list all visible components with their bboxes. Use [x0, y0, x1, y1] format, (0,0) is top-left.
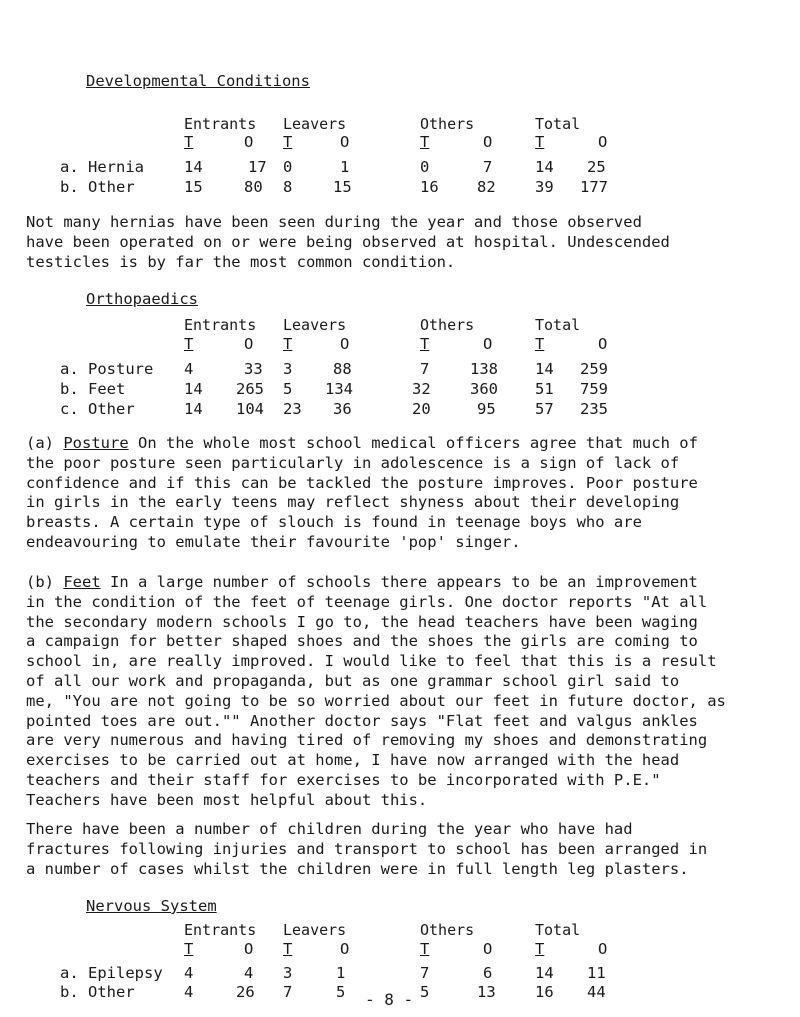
- subheader-others: T O: [420, 335, 493, 353]
- cell: 360: [470, 380, 498, 398]
- subheader-total: T O: [535, 335, 608, 353]
- cell: 14: [184, 158, 203, 176]
- cell: 4: [184, 983, 194, 1001]
- cell: 134: [325, 380, 353, 398]
- cell: 1: [336, 964, 346, 982]
- subheader-others: T O: [420, 133, 493, 151]
- row-label: c. Other: [60, 400, 135, 418]
- subheader-entrants: T O: [184, 133, 254, 151]
- header-entrants: Entrants: [184, 316, 257, 334]
- cell: 51: [535, 380, 554, 398]
- cell: 7: [420, 360, 430, 378]
- header-others: Others: [420, 316, 475, 334]
- cell: 95: [477, 400, 496, 418]
- cell: 16: [420, 178, 439, 196]
- header-total: Total: [535, 316, 581, 334]
- page-number: - 8 -: [365, 990, 414, 1009]
- cell: 57: [535, 400, 554, 418]
- cell: 8: [283, 178, 293, 196]
- header-others: Others: [420, 115, 475, 133]
- cell: 259: [580, 360, 608, 378]
- cell: 16: [535, 983, 554, 1001]
- cell: 14: [184, 400, 203, 418]
- cell: 23: [283, 400, 302, 418]
- feet-heading: Feet: [63, 573, 101, 591]
- row-label: b. Other: [60, 983, 135, 1001]
- cell: 3: [283, 964, 293, 982]
- cell: 33: [244, 360, 263, 378]
- cell: 235: [580, 400, 608, 418]
- cell: 0: [420, 158, 430, 176]
- cell: 14: [535, 158, 554, 176]
- header-leavers: Leavers: [283, 316, 347, 334]
- section-title-orthopaedics: Orthopaedics: [86, 290, 198, 308]
- subheader-leavers: T O: [283, 940, 350, 958]
- section-title-developmental: Developmental Conditions: [86, 72, 310, 90]
- row-label: b. Feet: [60, 380, 126, 398]
- subheader-total: T O: [535, 133, 608, 151]
- cell: 39: [535, 178, 554, 196]
- subheader-entrants: T O: [184, 335, 254, 353]
- header-leavers: Leavers: [283, 921, 347, 939]
- cell: 265: [236, 380, 264, 398]
- row-label: b. Other: [60, 178, 135, 196]
- cell: 4: [184, 964, 194, 982]
- cell: 14: [184, 380, 203, 398]
- cell: 44: [587, 983, 606, 1001]
- cell: 6: [483, 964, 493, 982]
- cell: 15: [184, 178, 203, 196]
- section-title-nervous: Nervous System: [86, 897, 217, 915]
- header-leavers: Leavers: [283, 115, 347, 133]
- cell: 5: [420, 983, 430, 1001]
- header-entrants: Entrants: [184, 921, 257, 939]
- subheader-leavers: T O: [283, 335, 350, 353]
- header-total: Total: [535, 115, 581, 133]
- header-others: Others: [420, 921, 475, 939]
- subheader-others: T O: [420, 940, 493, 958]
- cell: 25: [587, 158, 606, 176]
- cell: 15: [333, 178, 352, 196]
- fractures-paragraph: There have been a number of children during the year who have had fractures following injuries and transport to school has been arranged in a number of cases whilst the children were in full length leg plasters.: [26, 820, 708, 878]
- cell: 5: [283, 380, 293, 398]
- cell: 14: [535, 360, 554, 378]
- row-label: a. Hernia: [60, 158, 144, 176]
- cell: 104: [236, 400, 264, 418]
- cell: 13: [477, 983, 496, 1001]
- header-total: Total: [535, 921, 581, 939]
- developmental-note: Not many hernias have been seen during the year and those observed have been operated on or were being observed at hospital. Undescended testicles is by far the most common condition.: [26, 213, 670, 271]
- subheader-entrants: T O: [184, 940, 254, 958]
- subheader-leavers: T O: [283, 133, 350, 151]
- cell: 5: [336, 983, 346, 1001]
- cell: 138: [470, 360, 498, 378]
- feet-paragraph: (b) Feet In a large number of schools there appears to be an improvement in the condition of the feet of teenage girls. One doctor reports "At all the secondary modern schools I go to, the head teachers have been waging a campaign for better shaped shoes and the shoes the girls are coming to school in, are really improved. I would like to feel that this is a result of all our work and propaganda, but as one grammar school girl said to me, "You are not going to be so worried about our feet in future doctor, as pointed toes are out."" Another doctor says "Flat feet and valgus ankles are very numerous and having tired of removing my shoes and demonstrating exercises to be carried out at home, I have now arranged with the head teachers and their staff for exercises to be incorporated with P.E." Teachers have been most helpful about this.: [26, 573, 726, 809]
- cell: 32: [412, 380, 431, 398]
- cell: 11: [587, 964, 606, 982]
- cell: 759: [580, 380, 608, 398]
- cell: 14: [535, 964, 554, 982]
- subheader-total: T O: [535, 940, 608, 958]
- cell: 1: [340, 158, 350, 176]
- header-entrants: Entrants: [184, 115, 257, 133]
- posture-paragraph: (a) Posture On the whole most school medical officers agree that much of the poor posture seen particularly in adolescence is a sign of lack of confidence and if this can be tackled the posture improves. Poor posture in girls in the early teens may reflect shyness about their developing breasts. A certain type of slouch is found in teenage boys who are endeavouring to emulate their favourite 'pop' singer.: [26, 434, 698, 551]
- cell: 3: [283, 360, 293, 378]
- cell: 4: [244, 964, 254, 982]
- row-label: a. Posture: [60, 360, 154, 378]
- cell: 0: [283, 158, 293, 176]
- cell: 7: [420, 964, 430, 982]
- posture-heading: Posture: [63, 434, 129, 452]
- cell: 80: [244, 178, 263, 196]
- cell: 7: [483, 158, 493, 176]
- cell: 26: [236, 983, 255, 1001]
- row-label: a. Epilepsy: [60, 964, 163, 982]
- cell: 20: [412, 400, 431, 418]
- cell: 82: [477, 178, 496, 196]
- cell: 4: [184, 360, 194, 378]
- cell: 88: [333, 360, 352, 378]
- cell: 17: [248, 158, 267, 176]
- cell: 7: [283, 983, 293, 1001]
- cell: 36: [333, 400, 352, 418]
- cell: 177: [580, 178, 608, 196]
